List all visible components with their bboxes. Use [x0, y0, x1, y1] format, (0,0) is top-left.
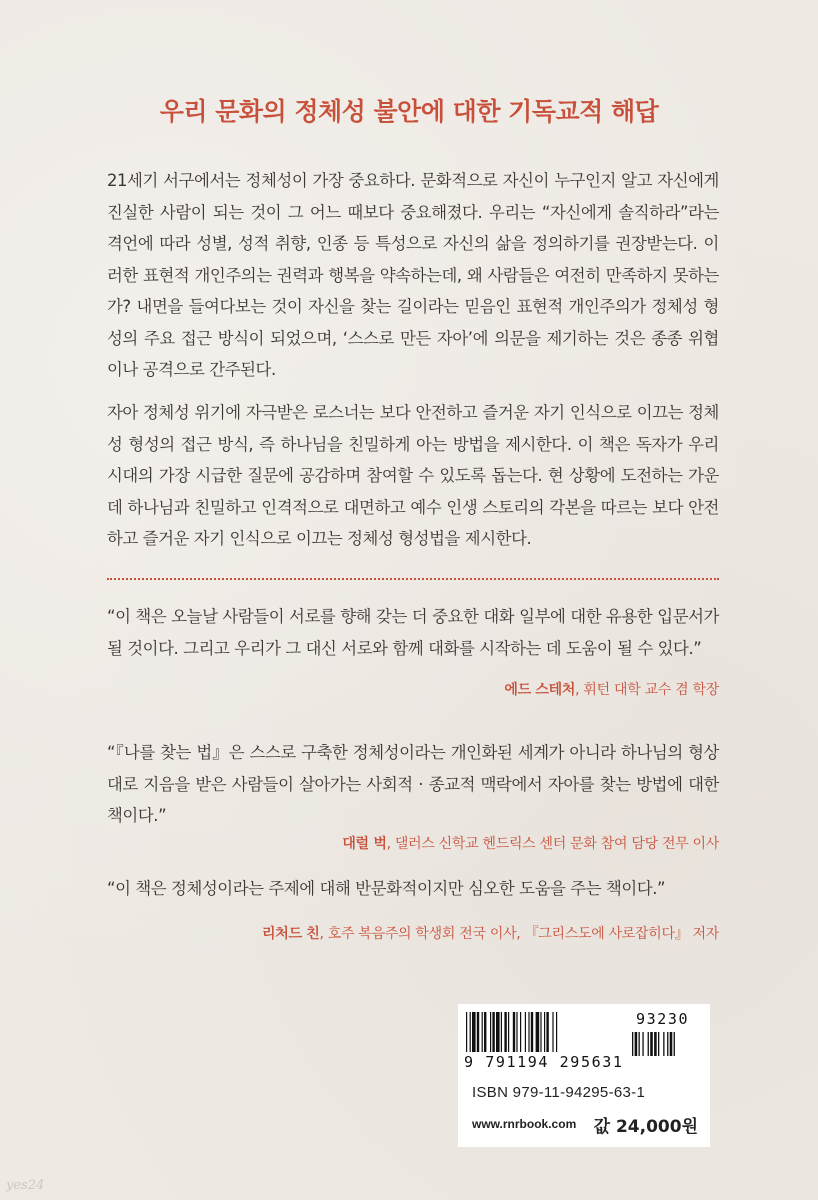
barcode-bar: [484, 1012, 486, 1052]
endorsement-quote-2: “『나를 찾는 법』은 스스로 구축한 정체성이라는 개인화된 세계가 아니라 하나님의 형상대로 지음을 받은 사람들이 살아가는 사회적 · 종교적 맥락에서 자아를 찾는 방법에 대한 책이다.”: [107, 743, 719, 825]
barcode-addon-bar: [632, 1032, 633, 1056]
watermark-logo: yes24: [6, 1178, 45, 1193]
barcode-bar: [492, 1012, 494, 1052]
description-paragraph-1: 21세기 서구에서는 정체성이 가장 중요하다. 문화적으로 자신이 누구인지 알고 자신에게 진실한 사람이 되는 것이 그 어느 때보다 중요해졌다. 우리는 “자신에게 솔직하라”라는 격언에 따라 성별, 성적 취향, 인종 등 특성으로 자신의 삶을 정의하기를 권장받는다. 이러한 표현적 개인주의는 권력과 행복을 약속하는데, 왜 사람들은 여전히 만족하지 못하는가? 내면을 들여다보는 것이 자신을 찾는 길이라는 믿음인 표현적 개인주의가 정체성 형성의 주요 접근 방식이 되었으며, ‘스스로 만든 자아’에 의문을 제기하는 것은 종종 위협이나 공격으로 간주된다.: [107, 171, 719, 379]
description-paragraph-2: 자아 정체성 위기에 자극받은 로스너는 보다 안전하고 즐거운 자기 인식으로 이끄는 정체성 형성의 접근 방식, 즉 하나님을 친밀하게 아는 방법을 제시한다. 이 책은 독자가 우리 시대의 가장 시급한 질문에 공감하며 참여할 수 있도록 돕는다. 현 상황에 도전하는 가운데 하나님과 친밀하고 인격적으로 대면하고 예수 인생 스토리의 각본을 따르는 보다 안전하고 즐거운 자기 인식으로 이끄는 정체성 형성법을 제시한다.: [107, 403, 719, 548]
endorsement-quote-1: “이 책은 오늘날 사람들이 서로를 향해 갖는 더 중요한 대화 일부에 대한 유용한 입문서가 될 것이다. 그리고 우리가 그 대신 서로와 함께 대화를 시작하는 데 도움이 될 수 있다.”: [107, 607, 719, 658]
price: 값 24,000원: [593, 1117, 698, 1137]
barcode-bar: [552, 1012, 553, 1052]
barcode-addon-bar: [654, 1032, 657, 1056]
barcode-bar: [472, 1012, 476, 1052]
barcode-bar: [513, 1012, 515, 1052]
barcode-bar: [525, 1012, 526, 1052]
barcode-addon-bar: [642, 1032, 643, 1056]
barcode-bar: [501, 1012, 502, 1052]
barcode-bar: [496, 1012, 500, 1052]
barcode-bar: [516, 1012, 517, 1052]
headline: 우리 문화의 정체성 불안에 대한 기독교적 해답: [159, 97, 659, 126]
barcode-bar: [540, 1012, 541, 1052]
barcode-bar: [531, 1012, 533, 1052]
barcode-addon-bar: [658, 1032, 659, 1056]
barcode-addon-bar: [639, 1032, 640, 1056]
barcode-addon-bar: [670, 1032, 673, 1056]
barcode-bar: [556, 1012, 557, 1052]
barcode-bar: [546, 1012, 548, 1052]
publisher-website: www.rnrbook.com: [472, 1117, 577, 1131]
barcode-digits: 9 791194 295631: [464, 1053, 624, 1071]
barcode-bar: [504, 1012, 506, 1052]
barcode-addon-bar: [635, 1032, 638, 1056]
barcode-addon-bar: [667, 1032, 668, 1056]
endorser-title-3: , 호주 복음주의 학생회 전국 이사, 『그리스도에 사로잡히다』 저자: [319, 926, 719, 942]
endorser-title-1: , 휘턴 대학 교수 겸 학장: [575, 682, 719, 698]
barcode-bar: [544, 1012, 545, 1052]
barcode-bar: [490, 1012, 491, 1052]
barcode-bar: [470, 1012, 471, 1052]
barcode-addon-bar: [674, 1032, 675, 1056]
barcode-bar: [536, 1012, 540, 1052]
barcode-bar: [520, 1012, 521, 1052]
barcode-addon-bar: [648, 1032, 649, 1056]
isbn: ISBN 979-11-94295-63-1: [472, 1084, 646, 1101]
endorsement-attribution-3: [99, 923, 719, 943]
dotted-divider: [107, 578, 719, 580]
barcode-bar: [528, 1012, 529, 1052]
barcode-bar: [477, 1012, 479, 1052]
barcode-bar: [482, 1012, 483, 1052]
endorser-name-2: 대럴 벅: [342, 836, 387, 852]
endorsement-quote-3: “이 책은 정체성이라는 주제에 대해 반문화적이지만 심오한 도움을 주는 책이다.”: [107, 879, 666, 898]
barcode-bar: [508, 1012, 509, 1052]
barcode-addon-bar: [663, 1032, 664, 1056]
barcode-addon-digits: 93230: [636, 1010, 690, 1028]
endorsement-attribution-1: [99, 679, 719, 699]
endorser-name-1: 에드 스테처: [504, 682, 576, 698]
endorser-name-3: 리처드 친: [262, 926, 320, 942]
endorsement-attribution-2: [99, 833, 719, 853]
endorser-title-2: , 댈러스 신학교 헨드릭스 센터 문화 참여 담당 전무 이사: [386, 836, 719, 852]
barcode-addon-bar: [650, 1032, 653, 1056]
barcode-box: [458, 1004, 710, 1147]
barcode-bar: [466, 1012, 467, 1052]
